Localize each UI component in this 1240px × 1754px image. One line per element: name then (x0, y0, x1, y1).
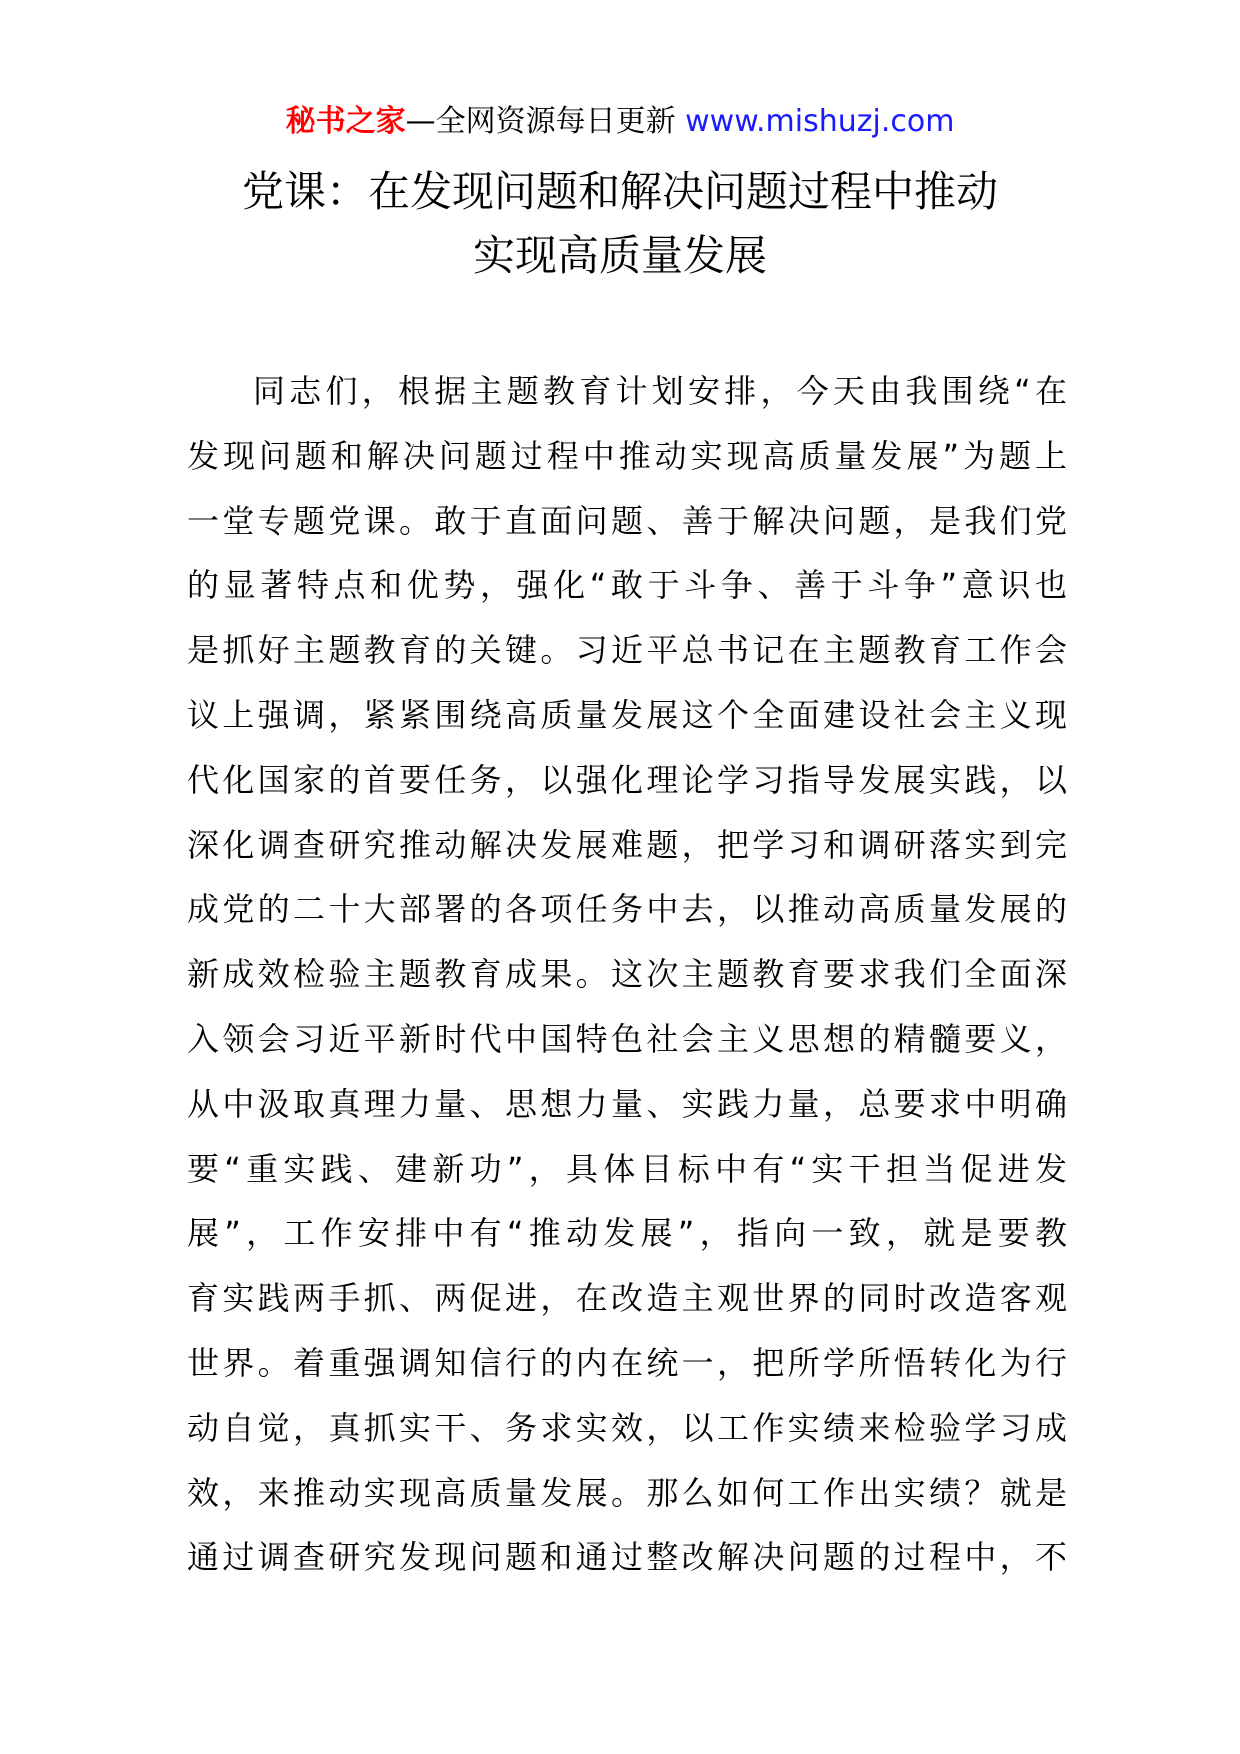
body-line: 通过调查研究发现问题和通过整改解决问题的过程中，不 (187, 1538, 1067, 1577)
body-line: 一堂专题党课。敢于直面问题、善于解决问题，是我们党 (187, 501, 1067, 540)
document-body (187, 359, 1067, 1590)
site-header (0, 100, 1240, 144)
body-line: 代化国家的首要任务，以强化理论学习指导发展实践，以 (187, 760, 1067, 799)
body-line: 同志们，根据主题教育计划安排，今天由我围绕“在 (253, 372, 1067, 410)
body-line: 的显著特点和优势，强化“敢于斗争、善于斗争”意识也 (187, 566, 1067, 605)
body-line: 议上强调，紧紧围绕高质量发展这个全面建设社会主义现 (187, 695, 1067, 734)
body-line: 发现问题和解决问题过程中推动实现高质量发展”为题上 (187, 436, 1067, 475)
body-line: 新成效检验主题教育成果。这次主题教育要求我们全面深 (187, 955, 1067, 994)
title-line: 实现高质量发展 (472, 231, 767, 280)
body-line: 动自觉，真抓实干、务求实效，以工作实绩来检验学习成 (187, 1408, 1067, 1447)
body-line: 育实践两手抓、两促进，在改造主观世界的同时改造客观 (187, 1279, 1067, 1318)
body-line: 是抓好主题教育的关键。习近平总书记在主题教育工作会 (187, 631, 1067, 670)
body-line: 要“重实践、建新功”，具体目标中有“实干担当促进发 (187, 1149, 1067, 1188)
site-brand: 秘书之家 (285, 104, 406, 139)
body-line: 深化调查研究推动解决发展难题，把学习和调研落实到完 (187, 825, 1067, 864)
site-url-link[interactable]: www.mishuzj.com (685, 104, 955, 139)
site-slogan: —全网资源每日更新 (405, 104, 676, 139)
body-line: 从中汲取真理力量、思想力量、实践力量，总要求中明确 (187, 1084, 1067, 1123)
body-line: 展”，工作安排中有“推动发展”，指向一致，就是要教 (187, 1214, 1067, 1253)
body-line: 成党的二十大部署的各项任务中去，以推动高质量发展的 (187, 890, 1067, 929)
body-line: 入领会习近平新时代中国特色社会主义思想的精髓要义， (187, 1019, 1067, 1058)
title-line: 党课：在发现问题和解决问题过程中推动 (241, 167, 998, 216)
body-line: 效，来推动实现高质量发展。那么如何工作出实绩？就是 (187, 1473, 1067, 1512)
document-title (150, 160, 1090, 288)
body-line: 世界。着重强调知信行的内在统一，把所学所悟转化为行 (187, 1343, 1067, 1382)
